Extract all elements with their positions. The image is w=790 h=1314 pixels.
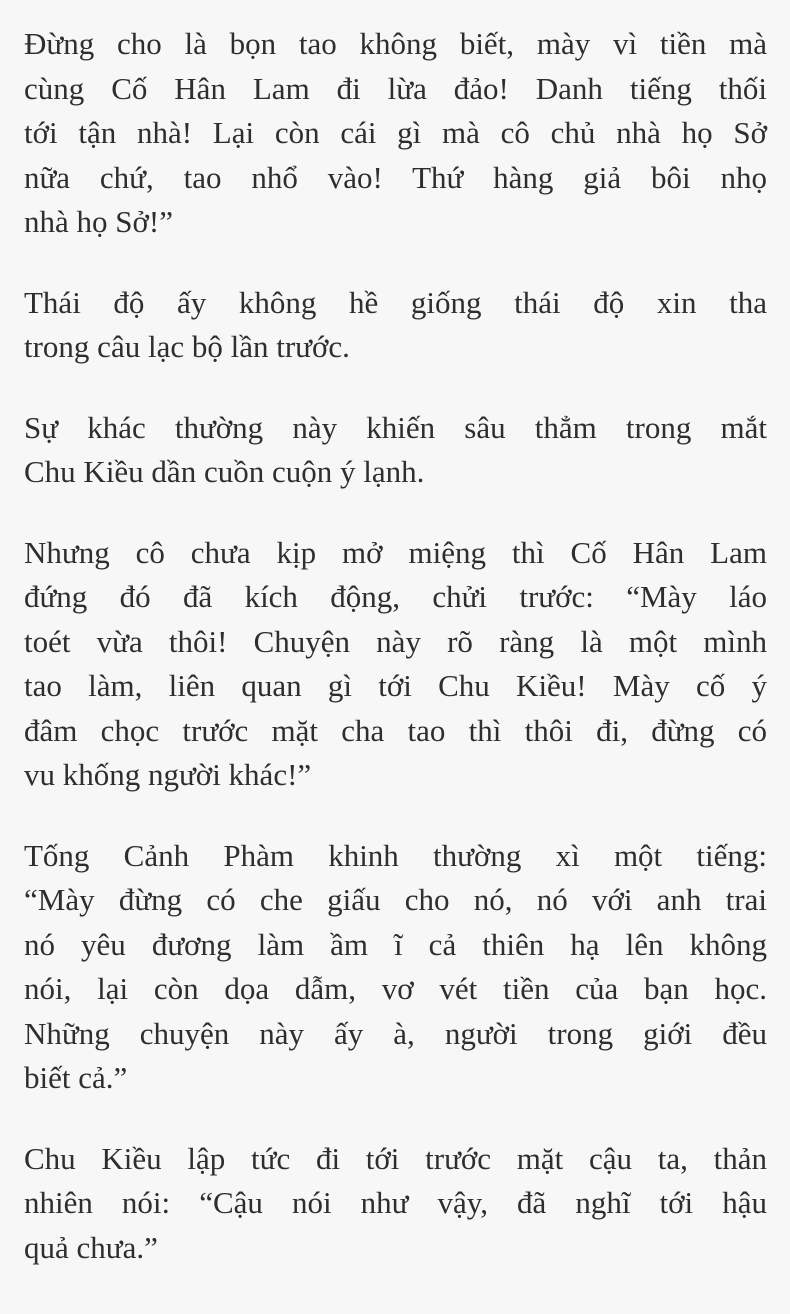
paragraph xyxy=(24,406,767,495)
text-line: biết cả.” xyxy=(24,1060,128,1095)
text-line: Thái độ ấy không hề giống thái độ xin tha xyxy=(24,284,767,320)
text-line: toét vừa thôi! Chuyện này rõ ràng là một mình xyxy=(24,623,767,659)
text-line: đâm chọc trước mặt cha tao thì thôi đi, đừng có xyxy=(24,712,767,748)
text-line: tới tận nhà! Lại còn cái gì mà cô chủ nhà họ Sở xyxy=(24,115,767,150)
text-line: đứng đó đã kích động, chửi trước: “Mày láo xyxy=(24,579,767,614)
reader-page xyxy=(24,22,767,1306)
text-line: Chu Kiều lập tức đi tới trước mặt cậu ta, thản xyxy=(24,1140,767,1176)
text-line: Tống Cảnh Phàm khinh thường xì một tiếng: xyxy=(24,837,767,873)
text-line: Nhưng cô chưa kịp mở miệng thì Cố Hân Lam xyxy=(24,534,767,570)
paragraph xyxy=(24,281,767,370)
paragraph xyxy=(24,22,767,245)
text-line: tao làm, liên quan gì tới Chu Kiều! Mày cố ý xyxy=(24,668,767,703)
paragraph xyxy=(24,531,767,798)
text-line: nói, lại còn dọa dẫm, vơ vét tiền của bạn học. xyxy=(24,971,767,1006)
paragraph xyxy=(24,1137,767,1271)
text-line: cùng Cố Hân Lam đi lừa đảo! Danh tiếng thối xyxy=(24,70,767,106)
text-line: quả chưa.” xyxy=(24,1229,158,1265)
text-line: Sự khác thường này khiến sâu thẳm trong mắt xyxy=(24,409,767,445)
text-line: Chu Kiều dần cuồn cuộn ý lạnh. xyxy=(24,454,425,489)
text-line: nhà họ Sở!” xyxy=(24,204,173,239)
text-line: nó yêu đương làm ầm ĩ cả thiên hạ lên không xyxy=(24,926,767,962)
text-line: “Mày đừng có che giấu cho nó, nó với anh trai xyxy=(24,882,767,917)
paragraph xyxy=(24,834,767,1101)
text-line: nữa chứ, tao nhổ vào! Thứ hàng giả bôi nhọ xyxy=(24,159,767,195)
text-line: vu khống người khác!” xyxy=(24,757,312,792)
text-line: trong câu lạc bộ lần trước. xyxy=(24,329,350,364)
text-line: Đừng cho là bọn tao không biết, mày vì tiền mà xyxy=(24,26,767,61)
text-line: Những chuyện này ấy à, người trong giới đều xyxy=(24,1015,767,1051)
text-line: nhiên nói: “Cậu nói như vậy, đã nghĩ tới hậu xyxy=(24,1185,767,1220)
